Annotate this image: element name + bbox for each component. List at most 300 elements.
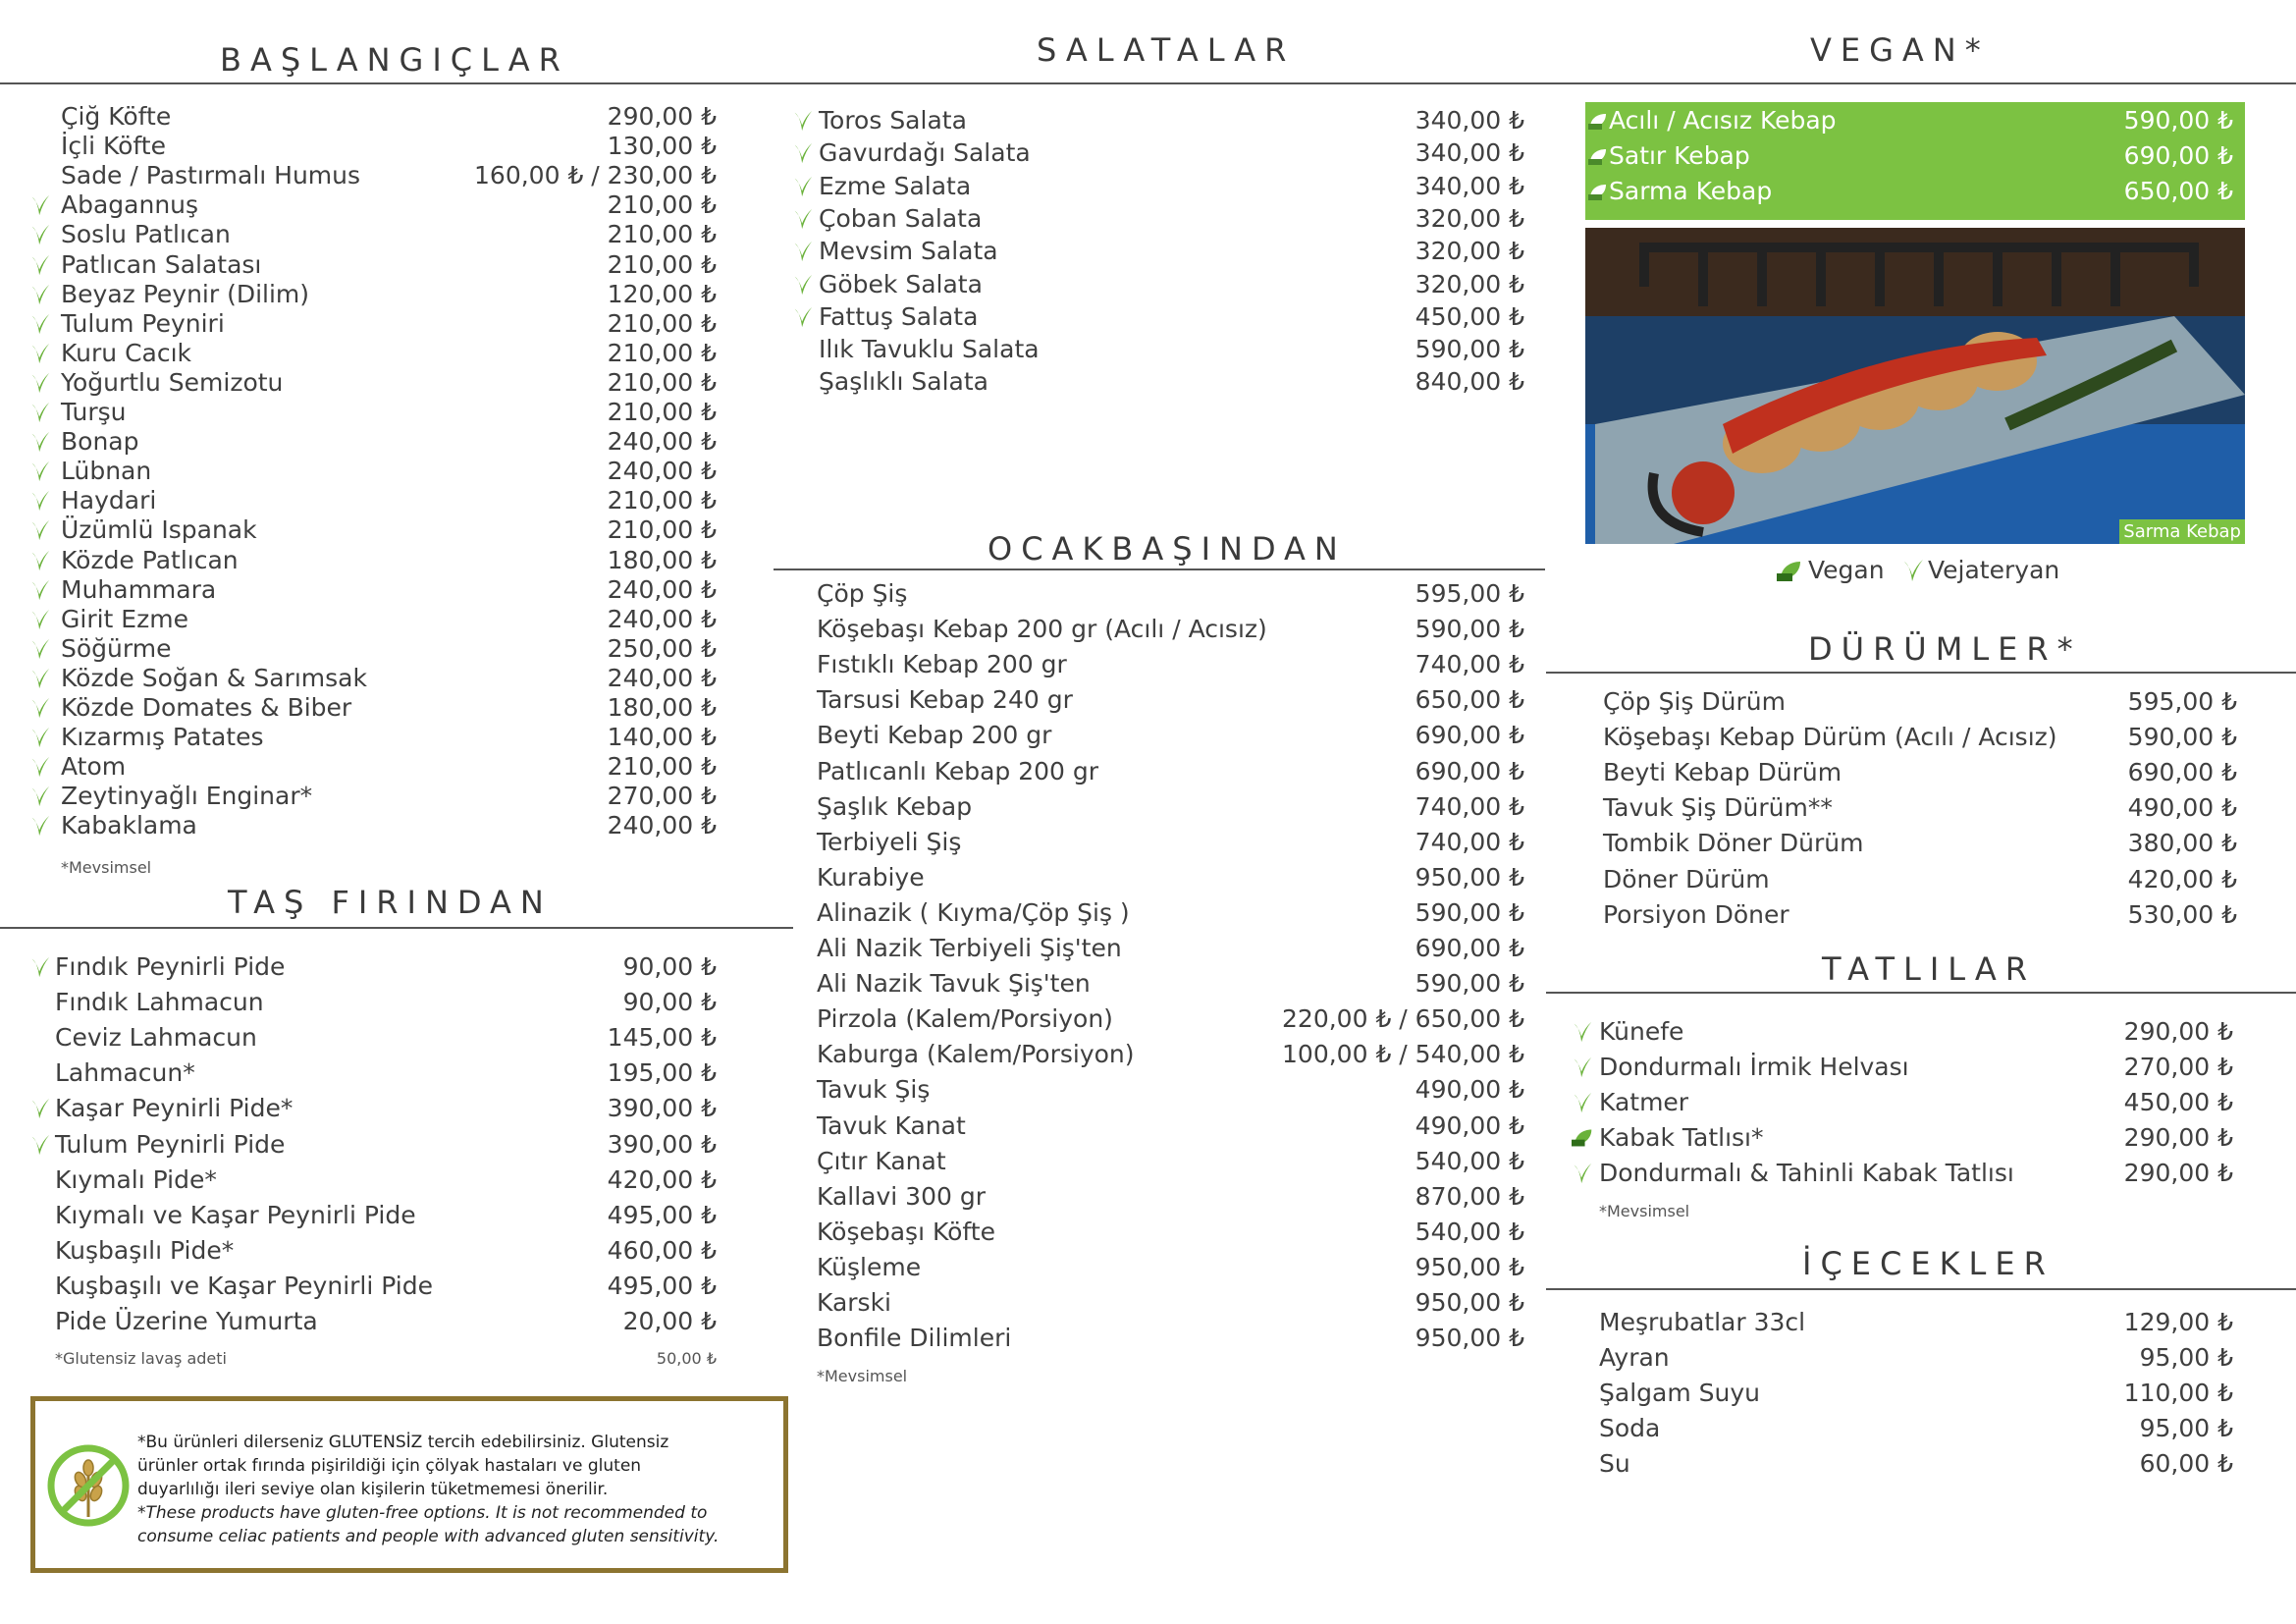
section-title-icecekler: İÇECEKLER <box>1802 1245 2055 1282</box>
menu-item-name: Atom <box>61 752 127 782</box>
menu-item-price: 340,00 ₺ <box>1415 138 1524 168</box>
menu-item-name: Patlıcanlı Kebap 200 gr <box>817 756 1099 785</box>
menu-item-price: 740,00 ₺ <box>1415 650 1524 679</box>
menu-item-price: 450,00 ₺ <box>1415 301 1524 331</box>
menu-item-price: 95,00 ₺ <box>2139 1343 2233 1373</box>
menu-item <box>61 723 717 752</box>
menu-item <box>819 270 1524 299</box>
menu-item <box>1599 1379 2233 1408</box>
vejetaryen-leaf-icon <box>1572 1020 1593 1044</box>
menu-item-name: Köşebaşı Kebap 200 gr (Acılı / Acısız) <box>817 615 1267 644</box>
menu-item-name: Katmer <box>1599 1088 1689 1117</box>
menu-item-price: 210,00 ₺ <box>607 367 717 397</box>
menu-item-price: 240,00 ₺ <box>607 811 717 840</box>
menu-item-price: 950,00 ₺ <box>1415 1252 1524 1281</box>
menu-item-price: 490,00 ₺ <box>1415 1110 1524 1140</box>
vejetaryen-leaf-icon <box>29 1097 51 1120</box>
vejetaryen-leaf-icon <box>29 371 51 395</box>
menu-item-name: Porsiyon Döner <box>1603 899 1789 929</box>
menu-item <box>61 427 717 457</box>
menu-item-name: Tavuk Şiş <box>817 1075 931 1105</box>
menu-item-price: 180,00 ₺ <box>607 545 717 574</box>
menu-item-name: Köşebaşı Kebap Dürüm (Acılı / Acısız) <box>1603 723 2057 752</box>
vejetaryen-leaf-icon <box>29 253 51 277</box>
legend-vejetaryen-label: Vejateryan <box>1928 556 2060 584</box>
menu-item <box>55 988 717 1017</box>
menu-item-name: Beyaz Peynir (Dilim) <box>61 279 310 308</box>
vejetaryen-leaf-icon <box>1572 1056 1593 1079</box>
menu-item-name: Pirzola (Kalem/Porsiyon) <box>817 1004 1113 1034</box>
menu-item-name: Karski <box>817 1288 892 1317</box>
menu-item-price: 590,00 ₺ <box>1415 897 1524 927</box>
vejetaryen-leaf-icon <box>29 430 51 454</box>
menu-item-price: 270,00 ₺ <box>2123 1053 2233 1082</box>
vejetaryen-leaf-icon <box>29 578 51 602</box>
menu-item <box>1603 793 2237 823</box>
vegan-specials-box <box>1585 102 2245 220</box>
menu-item-name: Ceviz Lahmacun <box>55 1023 257 1053</box>
gluten-notice-line: duyarlılığı ileri seviye olan kişilerin tüketmemesi önerilir. <box>137 1480 609 1499</box>
menu-item-price: 840,00 ₺ <box>1415 367 1524 397</box>
menu-item-name: Kuşbaşılı ve Kaşar Peynirli Pide <box>55 1271 433 1300</box>
menu-item-price: 950,00 ₺ <box>1415 862 1524 892</box>
menu-item <box>55 1165 717 1195</box>
vejetaryen-leaf-icon <box>792 109 814 133</box>
menu-item-name: Üzümlü Ispanak <box>61 515 257 545</box>
menu-item-name: Su <box>1599 1449 1630 1479</box>
menu-item-price: 420,00 ₺ <box>2127 864 2237 893</box>
menu-item-price: 595,00 ₺ <box>2127 687 2237 716</box>
menu-item-name: Turşu <box>61 398 127 426</box>
menu-item-price: 210,00 ₺ <box>607 249 717 279</box>
menu-item-name: Soslu Patlıcan <box>61 220 231 249</box>
menu-item-price: 490,00 ₺ <box>2127 793 2237 823</box>
menu-item-price: 590,00 ₺ <box>2127 723 2237 752</box>
menu-item <box>61 190 717 220</box>
menu-item-price: 460,00 ₺ <box>607 1235 717 1265</box>
vegan-item-name: Acılı / Acısız Kebap <box>1609 106 1837 135</box>
menu-item-price: 950,00 ₺ <box>1415 1288 1524 1317</box>
menu-item-price: 950,00 ₺ <box>1415 1324 1524 1353</box>
menu-item-price: 690,00 ₺ <box>1415 934 1524 962</box>
food-photo-illustration <box>1585 228 2245 544</box>
menu-item <box>1599 1159 2233 1188</box>
vejetaryen-leaf-icon <box>29 785 51 808</box>
menu-item-price: 129,00 ₺ <box>2123 1308 2233 1336</box>
menu-item-name: Patlıcan Salatası <box>61 249 262 279</box>
menu-item-price: 495,00 ₺ <box>607 1200 717 1229</box>
menu-item <box>55 1201 717 1230</box>
menu-item <box>61 250 717 280</box>
vejetaryen-leaf-icon <box>792 141 814 165</box>
menu-item-price: 450,00 ₺ <box>2123 1088 2233 1117</box>
menu-item <box>61 309 717 339</box>
menu-item-price: 220,00 ₺ / 650,00 ₺ <box>1282 1004 1524 1034</box>
vejetaryen-leaf-icon <box>29 518 51 542</box>
section-title-baslangiclar: BAŞLANGIÇLAR <box>220 41 569 79</box>
menu-item-price: 870,00 ₺ <box>1415 1181 1524 1211</box>
seasonal-note: *Mevsimsel <box>1599 1202 1690 1220</box>
section-title-salatalar: SALATALAR <box>1037 31 1296 69</box>
menu-item <box>55 1236 717 1266</box>
divider <box>774 568 1545 570</box>
vegan-item-name: Satır Kebap <box>1609 141 1750 170</box>
menu-item <box>55 1058 717 1088</box>
menu-item-name: Kallavi 300 gr <box>817 1181 986 1211</box>
vejetaryen-leaf-icon <box>1572 1162 1593 1185</box>
menu-item-name: Bonfile Dilimleri <box>817 1324 1012 1353</box>
menu-item-name: Ilık Tavuklu Salata <box>819 335 1040 364</box>
menu-item-price: 320,00 ₺ <box>1415 269 1524 298</box>
vegan-legend-icon <box>1777 560 1802 583</box>
menu-item-name: Yoğurtlu Semizotu <box>61 367 284 397</box>
menu-item <box>61 693 717 723</box>
menu-item-price: 145,00 ₺ <box>607 1023 717 1053</box>
menu-item-price: 290,00 ₺ <box>2123 1123 2233 1153</box>
menu-item <box>817 1111 1524 1141</box>
divider <box>1546 992 2296 994</box>
sarma-kebap-photo <box>1585 228 2245 544</box>
section-title-tatlilar: TATLILAR <box>1822 950 2036 988</box>
menu-item-name: Bonap <box>61 427 139 457</box>
vegan-icon <box>1572 1126 1593 1150</box>
menu-item-name: Lahmacun* <box>55 1058 195 1088</box>
vejetaryen-leaf-icon <box>29 755 51 779</box>
menu-item-name: Ali Nazik Terbiyeli Şiş'ten <box>817 934 1122 962</box>
menu-item <box>817 1288 1524 1318</box>
menu-item <box>1603 829 2237 858</box>
menu-item-name: İçli Köfte <box>61 132 166 161</box>
menu-item-name: Kızarmış Patates <box>61 723 264 752</box>
menu-item <box>817 1253 1524 1282</box>
menu-item <box>61 605 717 634</box>
menu-item <box>817 650 1524 679</box>
menu-item-name: Kaburga (Kalem/Porsiyon) <box>817 1040 1135 1069</box>
menu-item <box>819 204 1524 234</box>
section-title-vegan: VEGAN* <box>1810 31 1990 69</box>
no-gluten-icon <box>45 1442 132 1529</box>
menu-item-name: Döner Dürüm <box>1603 864 1770 893</box>
menu-item <box>1603 865 2237 894</box>
vegan-item <box>1585 102 2245 137</box>
menu-item <box>817 828 1524 857</box>
menu-item <box>61 220 717 249</box>
menu-item-price: 380,00 ₺ <box>2127 829 2237 858</box>
menu-item-price: 210,00 ₺ <box>607 398 717 426</box>
menu-item-price: 290,00 ₺ <box>2123 1159 2233 1188</box>
seasonal-note: *Mevsimsel <box>817 1367 908 1385</box>
vejetaryen-leaf-icon <box>29 637 51 661</box>
menu-item <box>61 339 717 368</box>
menu-item-price: 740,00 ₺ <box>1415 791 1524 821</box>
menu-item <box>1599 1123 2233 1153</box>
menu-item <box>61 634 717 664</box>
menu-item-price: 590,00 ₺ <box>1415 335 1524 364</box>
menu-item-name: Ali Nazik Tavuk Şiş'ten <box>817 969 1091 999</box>
vejetaryen-leaf-icon <box>29 608 51 631</box>
menu-item-name: Çoban Salata <box>819 203 983 233</box>
menu-item <box>1603 758 2237 787</box>
menu-item-name: Dondurmalı & Tahinli Kabak Tatlısı <box>1599 1159 2014 1188</box>
vegan-item-price: 690,00 ₺ <box>2123 141 2233 170</box>
menu-item-price: 690,00 ₺ <box>1415 721 1524 750</box>
menu-item-price: 590,00 ₺ <box>1415 615 1524 644</box>
menu-item-price: 100,00 ₺ / 540,00 ₺ <box>1282 1040 1524 1069</box>
menu-item <box>55 1094 717 1123</box>
menu-item-price: 340,00 ₺ <box>1415 171 1524 200</box>
gluten-notice-line-english: consume celiac patients and people with advanced gluten sensitivity. <box>137 1527 720 1546</box>
menu-item-name: Fındık Peynirli Pide <box>55 952 286 981</box>
gluten-notice-line: ürünler ortak fırında pişirildiği için çölyak hastaları ve gluten <box>137 1456 642 1476</box>
menu-item <box>819 367 1524 397</box>
menu-item-price: 210,00 ₺ <box>607 220 717 249</box>
seasonal-note: *Mevsimsel <box>61 858 152 877</box>
menu-item-name: Künefe <box>1599 1017 1684 1046</box>
menu-item-name: Ayran <box>1599 1343 1670 1373</box>
vejetaryen-leaf-icon <box>792 273 814 297</box>
gluten-free-lavash-price: 50,00 ₺ <box>656 1349 717 1368</box>
menu-item <box>61 515 717 545</box>
menu-item-price: 240,00 ₺ <box>607 574 717 604</box>
menu-item-name: Kurabiye <box>817 862 925 892</box>
menu-item <box>55 1130 717 1160</box>
vegan-icon <box>1588 183 1608 200</box>
menu-item-price: 270,00 ₺ <box>607 782 717 811</box>
menu-item-name: Girit Ezme <box>61 604 188 633</box>
menu-item-name: Toros Salata <box>819 106 967 135</box>
menu-item <box>817 757 1524 786</box>
menu-item-name: Sade / Pastırmalı Humus <box>61 161 361 190</box>
menu-item-name: Şaşlık Kebap <box>817 791 973 821</box>
menu-item-name: Tavuk Kanat <box>817 1110 966 1140</box>
menu-item-name: Ezme Salata <box>819 171 972 200</box>
menu-item <box>817 1147 1524 1176</box>
menu-item-price: 495,00 ₺ <box>607 1271 717 1300</box>
menu-item <box>1599 1017 2233 1047</box>
menu-item <box>817 579 1524 609</box>
menu-item-name: Terbiyeli Şiş <box>817 827 962 856</box>
vegan-item-price: 590,00 ₺ <box>2123 106 2233 135</box>
menu-item-name: Kabaklama <box>61 811 197 840</box>
menu-item-name: Közde Patlıcan <box>61 545 239 574</box>
menu-item-name: Abagannuş <box>61 190 199 220</box>
menu-item <box>817 1040 1524 1069</box>
menu-item-price: 690,00 ₺ <box>1415 756 1524 785</box>
menu-item <box>819 302 1524 332</box>
vejetaryen-leaf-icon <box>29 489 51 513</box>
menu-item <box>61 752 717 782</box>
menu-item <box>61 782 717 811</box>
vejetaryen-leaf-icon <box>29 223 51 246</box>
menu-item-name: Küşleme <box>817 1252 922 1281</box>
menu-item-price: 240,00 ₺ <box>607 663 717 692</box>
menu-item-price: 340,00 ₺ <box>1415 106 1524 135</box>
menu-item-name: Haydari <box>61 486 157 515</box>
vejetaryen-leaf-icon <box>29 401 51 424</box>
menu-item <box>61 368 717 398</box>
menu-item <box>61 664 717 693</box>
vejetaryen-leaf-icon <box>792 305 814 329</box>
menu-item <box>1603 687 2237 717</box>
gluten-free-lavash-note: *Glutensiz lavaş adeti <box>55 1349 227 1368</box>
menu-item <box>817 1324 1524 1353</box>
menu-item-price: 140,00 ₺ <box>607 723 717 752</box>
menu-item <box>819 138 1524 168</box>
menu-item <box>1599 1414 2233 1443</box>
vejetaryen-leaf-icon <box>29 193 51 217</box>
menu-item <box>817 934 1524 963</box>
menu-item-price: 740,00 ₺ <box>1415 827 1524 856</box>
menu-item-price: 540,00 ₺ <box>1415 1146 1524 1175</box>
menu-item-name: Çöp Şiş <box>817 579 908 608</box>
menu-item <box>819 335 1524 364</box>
menu-item-name: Tavuk Şiş Dürüm** <box>1603 793 1833 823</box>
menu-item-name: Köşebaşı Köfte <box>817 1217 995 1246</box>
menu-item-price: 290,00 ₺ <box>2123 1017 2233 1046</box>
menu-item <box>61 161 717 190</box>
menu-item <box>61 546 717 575</box>
menu-item-name: Közde Soğan & Sarımsak <box>61 663 367 692</box>
menu-item <box>817 1182 1524 1212</box>
menu-item-name: Beyti Kebap 200 gr <box>817 721 1052 750</box>
vegan-item <box>1585 173 2245 208</box>
menu-item <box>819 237 1524 266</box>
menu-item-price: 595,00 ₺ <box>1415 579 1524 608</box>
section-title-durumler: DÜRÜMLER* <box>1808 630 2082 668</box>
menu-item-name: Şalgam Suyu <box>1599 1379 1760 1408</box>
section-title-tas-firindan: TAŞ FIRINDAN <box>228 884 553 921</box>
menu-item <box>1603 723 2237 752</box>
menu-item <box>55 1023 717 1053</box>
menu-item-price: 60,00 ₺ <box>2139 1449 2233 1479</box>
menu-item <box>1603 900 2237 930</box>
gluten-notice-line-english: *These products have gluten-free options. It is not recommended to <box>137 1503 708 1523</box>
menu-item-price: 690,00 ₺ <box>2127 758 2237 787</box>
vegan-item-name: Sarma Kebap <box>1609 177 1773 205</box>
menu-item-price: 210,00 ₺ <box>607 752 717 782</box>
menu-item-name: Kuşbaşılı Pide* <box>55 1235 235 1265</box>
vejetaryen-leaf-icon <box>29 667 51 690</box>
menu-item <box>55 952 717 982</box>
menu-item <box>61 398 717 427</box>
vejetaryen-leaf-icon <box>1572 1091 1593 1114</box>
menu-item-price: 210,00 ₺ <box>607 190 717 220</box>
menu-item-name: Çıtır Kanat <box>817 1146 946 1175</box>
menu-item <box>819 172 1524 201</box>
menu-item <box>61 457 717 486</box>
menu-item-price: 530,00 ₺ <box>2127 899 2237 929</box>
menu-item-price: 210,00 ₺ <box>607 515 717 545</box>
menu-item-name: Kıymalı Pide* <box>55 1164 217 1194</box>
vejetaryen-leaf-icon <box>792 175 814 198</box>
menu-item-price: 160,00 ₺ / 230,00 ₺ <box>474 161 717 190</box>
vejetaryen-leaf-icon <box>29 549 51 572</box>
menu-item-price: 490,00 ₺ <box>1415 1075 1524 1105</box>
menu-item <box>817 685 1524 715</box>
menu-item-price: 90,00 ₺ <box>622 988 717 1017</box>
menu-item-name: Meşrubatlar 33cl <box>1599 1308 1806 1336</box>
vejetaryen-leaf-icon <box>29 460 51 483</box>
menu-item <box>1599 1088 2233 1117</box>
menu-item <box>817 721 1524 750</box>
menu-item <box>61 486 717 515</box>
menu-item <box>817 1004 1524 1034</box>
menu-item-name: Beyti Kebap Dürüm <box>1603 758 1842 787</box>
menu-item-price: 210,00 ₺ <box>607 308 717 338</box>
menu-item <box>61 132 717 161</box>
menu-item-name: Tulum Peyniri <box>61 308 225 338</box>
menu-item-price: 180,00 ₺ <box>607 693 717 722</box>
gluten-notice-text <box>137 1431 719 1548</box>
menu-item-name: Tarsusi Kebap 240 gr <box>817 685 1073 715</box>
vejetaryen-leaf-icon <box>29 1133 51 1157</box>
menu-item <box>817 1075 1524 1105</box>
menu-item-price: 195,00 ₺ <box>607 1058 717 1088</box>
menu-item <box>817 898 1524 928</box>
menu-item-price: 130,00 ₺ <box>607 132 717 161</box>
vejetaryen-leaf-icon <box>792 207 814 231</box>
menu-item-name: Göbek Salata <box>819 269 983 298</box>
vegan-icon <box>1588 112 1608 130</box>
menu-item-name: Tulum Peynirli Pide <box>55 1129 286 1159</box>
menu-item-name: Çiğ Köfte <box>61 102 172 131</box>
vegan-icon <box>1588 147 1608 165</box>
divider <box>0 82 2296 84</box>
menu-item-price: 290,00 ₺ <box>607 102 717 131</box>
menu-item-price: 20,00 ₺ <box>622 1307 717 1335</box>
menu-item-name: Gavurdağı Salata <box>819 138 1031 168</box>
divider <box>0 927 793 929</box>
vejetaryen-leaf-icon <box>29 696 51 720</box>
menu-item-name: Alinazik ( Kıyma/Çöp Şiş ) <box>817 897 1130 927</box>
menu-item-price: 120,00 ₺ <box>607 279 717 308</box>
vejetaryen-legend-icon <box>1902 558 1924 583</box>
menu-item-price: 650,00 ₺ <box>1415 685 1524 715</box>
menu-item <box>61 280 717 309</box>
menu-item-name: Muhammara <box>61 574 217 604</box>
menu-item <box>55 1272 717 1301</box>
menu-item-price: 240,00 ₺ <box>607 457 717 486</box>
menu-item-name: Kabak Tatlısı* <box>1599 1123 1764 1153</box>
menu-item-name: Fıstıklı Kebap 200 gr <box>817 650 1067 679</box>
vegan-item <box>1585 137 2245 173</box>
menu-item <box>1599 1343 2233 1373</box>
menu-item <box>817 615 1524 644</box>
vejetaryen-leaf-icon <box>29 342 51 365</box>
menu-item <box>817 1218 1524 1247</box>
photo-caption: Sarma Kebap <box>2119 519 2245 544</box>
menu-item-name: Tombik Döner Dürüm <box>1603 829 1864 858</box>
menu-item-price: 90,00 ₺ <box>622 952 717 981</box>
section-title-ocakbasindan: OCAKBAŞINDAN <box>988 530 1347 568</box>
menu-item-price: 420,00 ₺ <box>607 1164 717 1194</box>
menu-item-name: Fattuş Salata <box>819 301 979 331</box>
vejetaryen-leaf-icon <box>29 814 51 838</box>
menu-item-name: Soda <box>1599 1414 1661 1443</box>
vejetaryen-leaf-icon <box>29 283 51 306</box>
menu-item-name: Kaşar Peynirli Pide* <box>55 1094 294 1123</box>
menu-item-price: 110,00 ₺ <box>2123 1379 2233 1408</box>
menu-item-price: 210,00 ₺ <box>607 486 717 515</box>
menu-item-name: Közde Domates & Biber <box>61 693 352 722</box>
menu-item-name: Lübnan <box>61 457 152 486</box>
vejetaryen-leaf-icon <box>29 312 51 336</box>
menu-item <box>817 969 1524 999</box>
vejetaryen-leaf-icon <box>29 726 51 749</box>
divider <box>1546 672 2296 674</box>
menu-item-name: Fındık Lahmacun <box>55 988 264 1017</box>
menu-item <box>61 811 717 840</box>
